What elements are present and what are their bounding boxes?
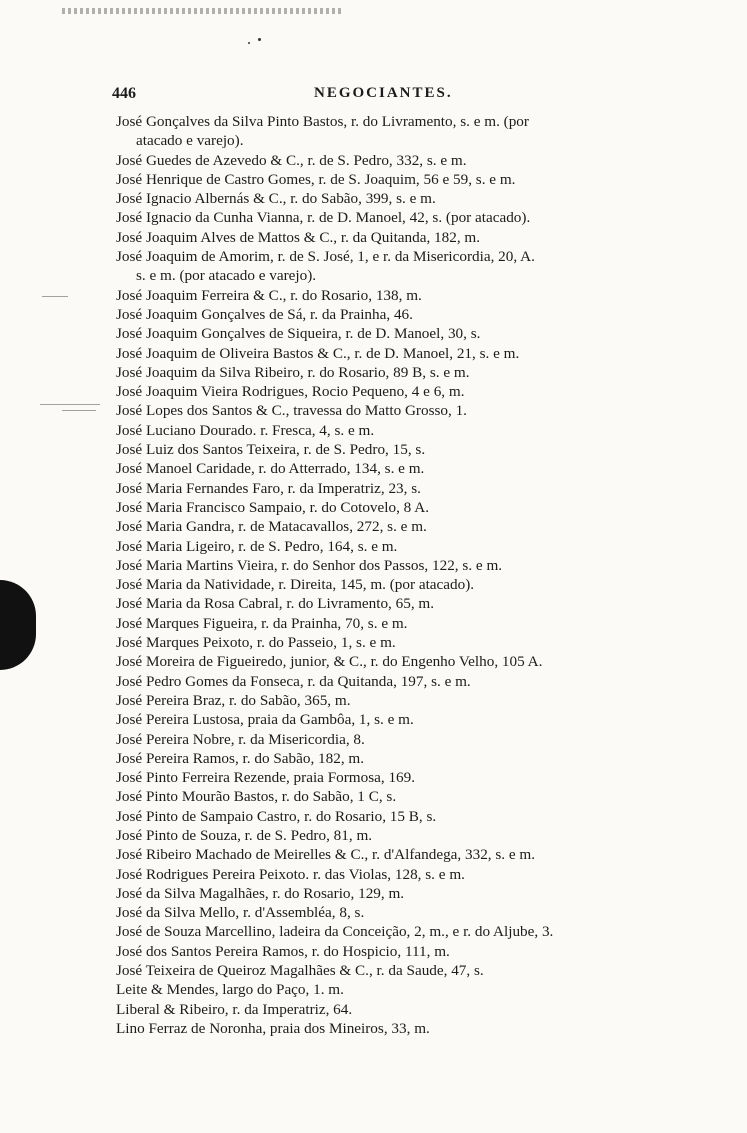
list-item: José Ignacio da Cunha Vianna, r. de D. Manoel, 42, s. (por atacado). [116, 209, 531, 227]
list-item: José Pereira Ramos, r. do Sabão, 182, m. [116, 749, 365, 767]
list-item: José Pereira Braz, r. do Sabão, 365, m. [116, 691, 351, 709]
list-item: José Maria Martins Vieira, r. do Senhor dos Passos, 122, s. e m. [116, 556, 503, 574]
list-item: José Maria Fernandes Faro, r. da Imperatriz, 23, s. [116, 479, 421, 497]
list-item: José Marques Peixoto, r. do Passeio, 1, s. e m. [116, 634, 396, 652]
ink-speck [258, 38, 261, 41]
list-item: José Pereira Nobre, r. da Misericordia, 8. [116, 730, 365, 748]
list-item: José Pedro Gomes da Fonseca, r. da Quitanda, 197, s. e m. [116, 672, 471, 690]
binding-shadow [0, 580, 36, 670]
list-item: José Pereira Lustosa, praia da Gambôa, 1, s. e m. [116, 711, 414, 729]
list-item: José Maria da Natividade, r. Direita, 145, m. (por atacado). [116, 576, 475, 594]
list-item: José Henrique de Castro Gomes, r. de S. Joaquim, 56 e 59, s. e m. [116, 170, 516, 188]
list-item: José Maria Francisco Sampaio, r. do Cotovelo, 8 A. [116, 498, 429, 516]
list-item: José Luiz dos Santos Teixeira, r. de S. Pedro, 15, s. [116, 441, 426, 459]
list-item: José Maria Gandra, r. de Matacavallos, 272, s. e m. [116, 518, 427, 536]
list-item: José Rodrigues Pereira Peixoto. r. das Violas, 128, s. e m. [116, 865, 465, 883]
list-item: Lino Ferraz de Noronha, praia dos Mineiros, 33, m. [116, 1019, 430, 1037]
list-item: José Joaquim Ferreira & C., r. do Rosario, 138, m. [116, 286, 422, 304]
list-item: José Guedes de Azevedo & C., r. de S. Pedro, 332, s. e m. [116, 151, 467, 169]
list-item: José da Silva Mello, r. d'Assembléa, 8, s. [116, 904, 365, 922]
list-item: José Joaquim Alves de Mattos & C., r. da Quitanda, 182, m. [116, 228, 481, 246]
list-item: José Ignacio Albernás & C., r. do Sabão, 399, s. e m. [116, 190, 436, 208]
page-header [112, 85, 682, 107]
list-item: José Lopes dos Santos & C., travessa do Matto Grosso, 1. [116, 402, 467, 420]
margin-mark [42, 296, 68, 297]
ink-speck [248, 42, 250, 44]
list-item: José Teixeira de Queiroz Magalhães & C., r. da Saude, 47, s. [116, 962, 484, 980]
list-item: Liberal & Ribeiro, r. da Imperatriz, 64. [116, 1000, 353, 1018]
list-item: José Joaquim de Oliveira Bastos & C., r. de D. Manoel, 21, s. e m. [116, 344, 520, 362]
margin-mark [62, 410, 96, 411]
list-item: José Joaquim Gonçalves de Sá, r. da Prainha, 46. [116, 305, 413, 323]
list-item: José Joaquim de Amorim, r. de S. José, 1, e r. da Misericordia, 20, A. [116, 248, 535, 266]
margin-mark [40, 404, 100, 405]
list-item: José Joaquim Vieira Rodrigues, Rocio Pequeno, 4 e 6, m. [116, 383, 465, 401]
list-item-continuation: s. e m. (por atacado e varejo). [136, 267, 317, 285]
list-item: José Joaquim Gonçalves de Siqueira, r. de D. Manoel, 30, s. [116, 325, 481, 343]
list-item: José Pinto de Souza, r. de S. Pedro, 81, m. [116, 826, 373, 844]
list-item: José Maria Ligeiro, r. de S. Pedro, 164, s. e m. [116, 537, 398, 555]
list-item: José Manoel Caridade, r. do Atterrado, 134, s. e m. [116, 460, 425, 478]
list-item: José de Souza Marcellino, ladeira da Conceição, 2, m., e r. do Aljube, 3. [116, 923, 554, 941]
list-item: José Moreira de Figueiredo, junior, & C., r. do Engenho Velho, 105 A. [116, 653, 543, 671]
list-item: José Gonçalves da Silva Pinto Bastos, r. do Livramento, s. e m. (por [116, 113, 529, 130]
top-print-rule [62, 8, 342, 14]
list-item: José da Silva Magalhães, r. do Rosario, 129, m. [116, 884, 405, 902]
page-number: 446 [112, 85, 136, 102]
list-item: Leite & Mendes, largo do Paço, 1. m. [116, 981, 344, 999]
list-item: José Pinto de Sampaio Castro, r. do Rosario, 15 B, s. [116, 807, 437, 825]
list-item: José Pinto Mourão Bastos, r. do Sabão, 1 C, s. [116, 788, 397, 806]
list-item-continuation: atacado e varejo). [136, 132, 244, 150]
running-head: NEGOCIANTES. [314, 85, 453, 101]
list-item: José Maria da Rosa Cabral, r. do Livramento, 65, m. [116, 595, 435, 613]
list-item: José Pinto Ferreira Rezende, praia Formosa, 169. [116, 769, 416, 787]
list-item: José Ribeiro Machado de Meirelles & C., r. d'Alfandega, 332, s. e m. [116, 846, 536, 864]
list-item: José Joaquim da Silva Ribeiro, r. do Rosario, 89 B, s. e m. [116, 363, 470, 381]
merchant-list [116, 112, 681, 1038]
list-item: José Luciano Dourado. r. Fresca, 4, s. e m. [116, 421, 375, 439]
list-item: José Marques Figueira, r. da Prainha, 70, s. e m. [116, 614, 408, 632]
list-item: José dos Santos Pereira Ramos, r. do Hospicio, 111, m. [116, 942, 450, 960]
